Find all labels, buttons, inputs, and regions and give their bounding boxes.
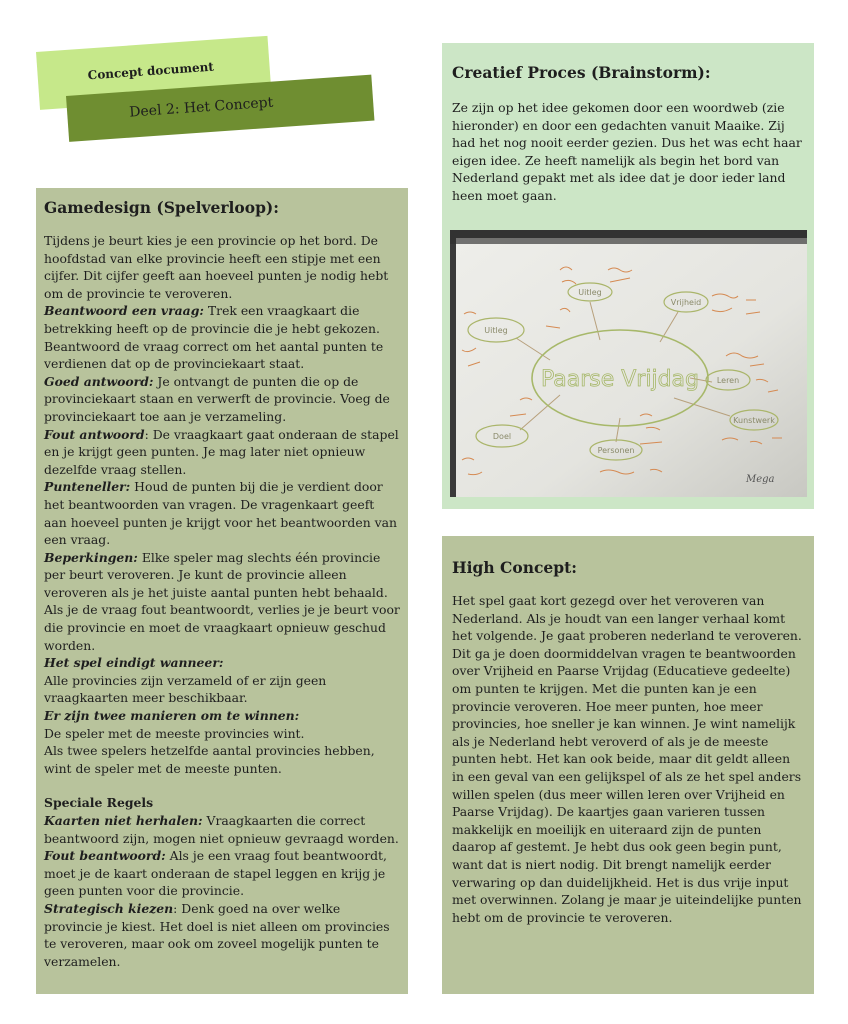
rule-term: Beperkingen: xyxy=(44,549,138,565)
special-rule-text: : Denk goed na over welke provincie je kiest. Het doel is niet alleen om provincies te veroveren, maar ook om zoveel mogelijk punten te verzamelen. xyxy=(44,900,390,969)
brainstorm-photo xyxy=(450,230,807,497)
end-condition-term: Het spel eindigt wanneer: xyxy=(44,655,224,671)
rule-text: : De vraagkaart gaat onderaan de stapel en je krijgt geen punten. Je mag later niet opnieuw dezelfde vraag stellen. xyxy=(44,426,399,477)
rule-term: Punteneller: xyxy=(44,479,131,495)
gamedesign-panel xyxy=(36,188,408,994)
rule-text: Elke speler mag slechts één provincie per beurt veroveren. Je kunt de provincie alleen veroveren als je het juiste aantal punten hebt behaald. Als je de vraag fout beantwoordt, verlies je je beurt voor die provincie en moet de vraagkaart opnieuw geschud worden. xyxy=(44,549,400,653)
node-label: Uitleg xyxy=(578,288,602,297)
node-label: Vrijheid xyxy=(670,298,702,307)
node-label: Leren xyxy=(716,376,740,385)
rule-text: Houd de punten bij die je verdient door het beantwoorden van vragen. De vragenkaart geeft aan hoeveel punten je krijgt voor het beantwoorden van een vraag. xyxy=(44,479,397,548)
high-concept-panel xyxy=(442,536,814,994)
rule-term: Fout antwoord xyxy=(44,426,145,442)
special-rule-term: Kaarten niet herhalen: xyxy=(44,813,203,828)
node-label: Kunstwerk xyxy=(733,416,775,425)
rule-term: Goed antwoord: xyxy=(44,373,154,389)
mind-map-drawing xyxy=(450,230,807,497)
special-rule-term: Strategisch kiezen xyxy=(44,900,174,916)
gamedesign-body xyxy=(44,232,400,970)
rule-text: Trek een vraagkaart die betrekking heeft op de provincie die je hebt gekozen. Beantwoord de vraag correct om het aantal punten te verdienen dat op de provinciekaart staat. xyxy=(44,303,384,372)
node-label: Personen xyxy=(597,446,635,455)
drawing-signature: Mega xyxy=(746,474,775,485)
end-condition-text: Alle provincies zijn verzameld of er zijn geen vraagkaarten meer beschikbaar. xyxy=(44,672,327,706)
section-label: Deel 2: Het Concept xyxy=(128,94,274,121)
high-concept-text: Het spel gaat kort gezegd over het veroveren van Nederland. Als je houdt van een langer verhaal komt het volgende. Je gaat proberen nederland te veroveren. Dit ga je doen doormiddelvan vragen te beantwoorden over Vrijheid en Paarse Vrijdag (Educatieve gedeelte) om punten te krijgen. Met die punten kan je een provincie veroveren. Hoe meer punten, hoe meer provincies, hoe sneller je kan winnen. Je wint namelijk als je Nederland hebt veroverd of als je de meeste punten hebt. Het kan ook beide, maar dit geldt alleen in een geval van een gelijkspel of als ze het spel anders willen spelen (dus meer willen leren over Vrijheid en Paarse Vrijdag). De kaartjes gaan varieren tussen makkelijk en moeilijk en uiteraard zijn de punten daarop af gestemt. Je hebt dus ook geen begin punt, want dat is niert nodig. Dit brengt namelijk eerder verwaring op dan duidelijkheid. Het is dus vrije input met overwinnen. Zolang je maar je uiteindelijke punten hebt om de provincie te veroveren. xyxy=(452,593,802,925)
gamedesign-title: Gamedesign (Spelverloop): xyxy=(44,198,279,217)
center-node-label: Paarse Vrijdag xyxy=(540,367,700,392)
concept-document-label: Concept document xyxy=(87,59,215,83)
win-condition-term: Er zijn twee manieren om te winnen: xyxy=(44,708,300,724)
rule-term: Beantwoord een vraag: xyxy=(44,303,204,319)
special-rule-text: Vraagkaarten die correct beantwoord zijn, mogen niet opnieuw gevraagd worden. xyxy=(44,813,399,846)
creatief-text: Ze zijn op het idee gekomen door een woordweb (zie hieronder) en door een gedachten vanuit Maaike. Zij had het nog nooit eerder gezien. Dus het was echt haar eigen idee. Ze heeft namelijk als begin het bord van Nederland gepakt met als idee dat je door ieder land heen moet gaan. xyxy=(452,100,802,203)
gamedesign-intro: Tijdens je beurt kies je een provincie op het bord. De hoofdstad van elke provincie heeft een stipje met een cijfer. Dit cijfer geeft aan hoeveel punten je nodig hebt om de provincie te veroveren. xyxy=(44,233,389,301)
special-rules-title: Speciale Regels xyxy=(44,795,154,811)
node-label: Doel xyxy=(492,432,512,441)
win-condition-text-2: Als twee spelers hetzelfde aantal provincies hebben, wint de speler met de meeste punten. xyxy=(44,743,375,776)
win-condition-text-1: De speler met de meeste provincies wint. xyxy=(44,725,305,741)
special-rule-text: Als je een vraag fout beantwoordt, moet je de kaart onderaan de stapel leggen en krijg je geen punten voor die provincie. xyxy=(44,848,387,899)
special-rule-term: Fout beantwoord: xyxy=(44,848,166,864)
creatief-title: Creatief Proces (Brainstorm): xyxy=(452,63,711,82)
rule-text: Je ontvangt de punten die op de provinciekaart staan en verwerft de provincie. Voeg de provinciekaart toe aan je verzameling. xyxy=(44,373,390,424)
high-concept-title: High Concept: xyxy=(452,558,577,577)
node-label: Uitleg xyxy=(484,326,508,335)
